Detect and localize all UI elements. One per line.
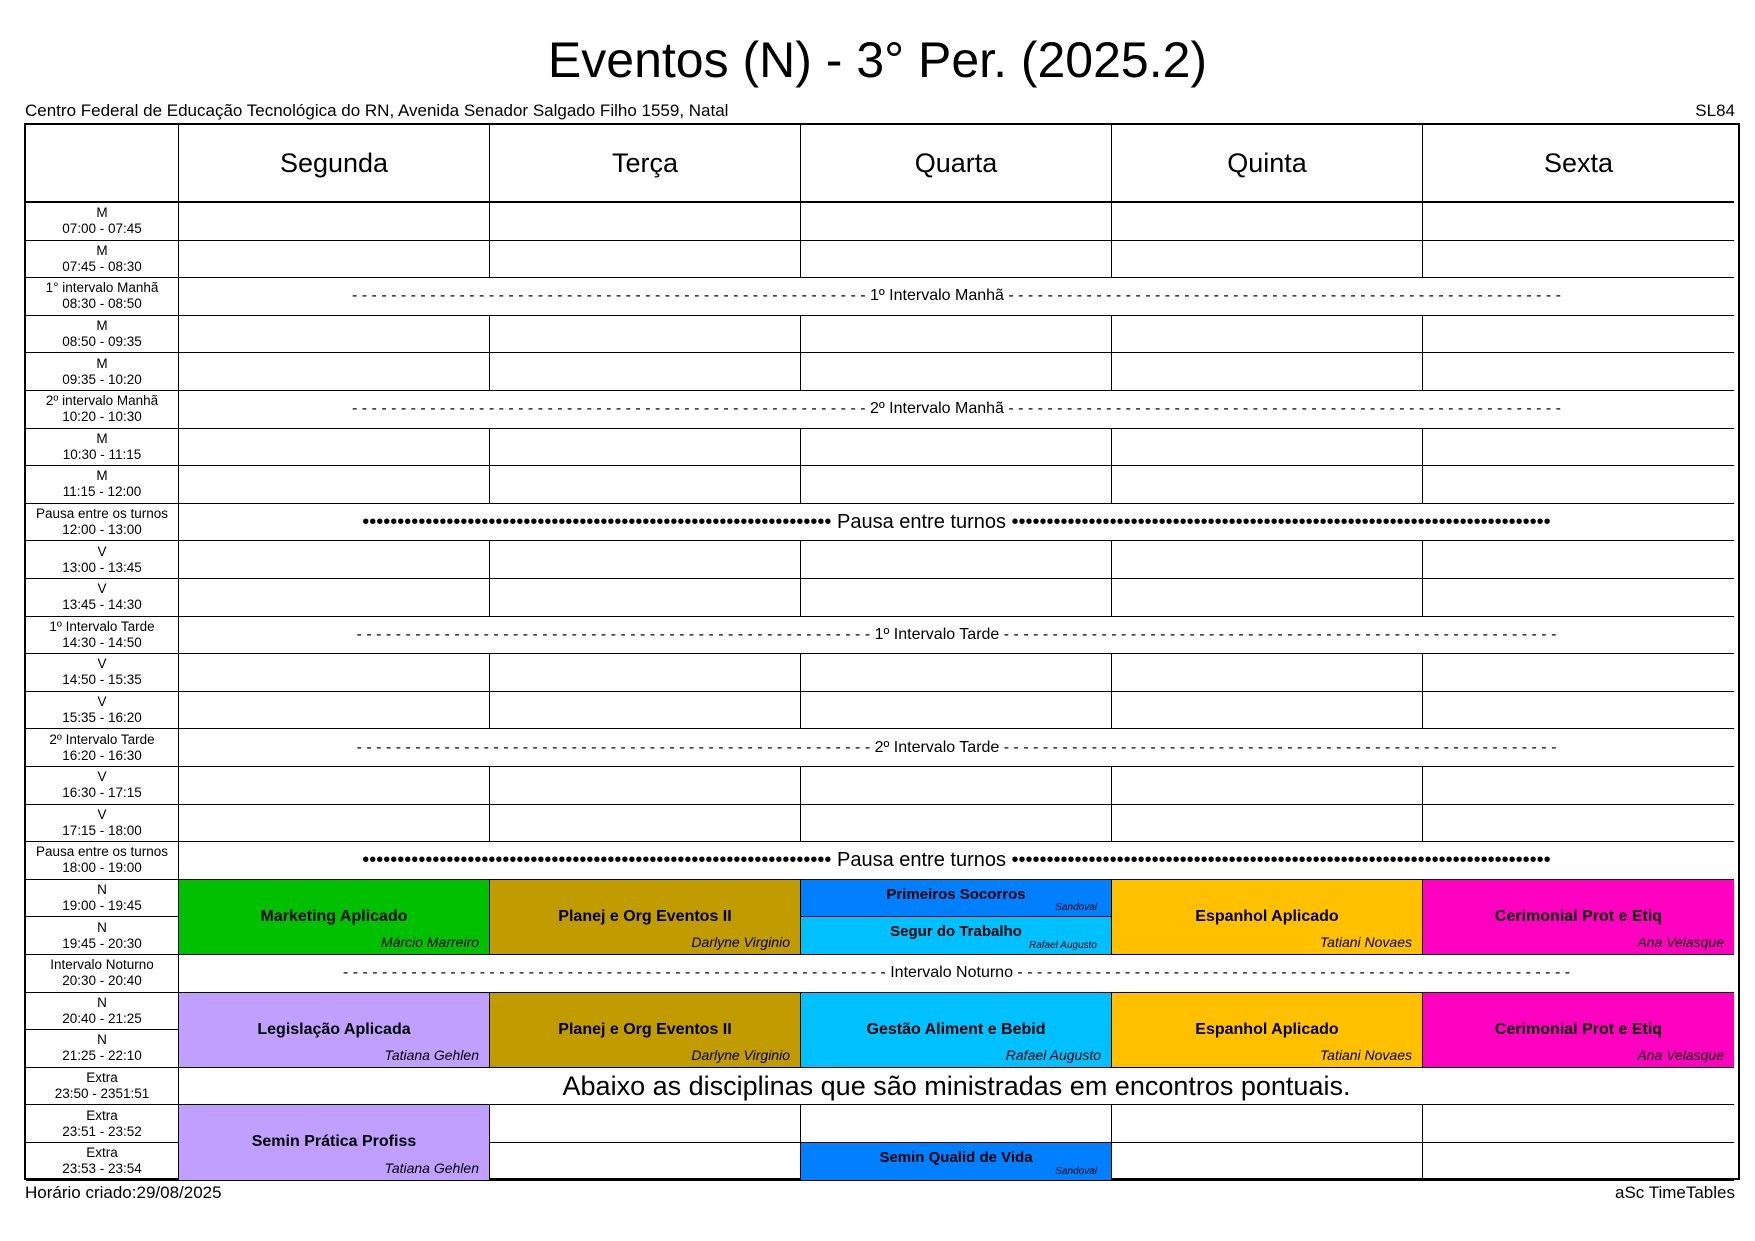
empty-cell: [801, 429, 1112, 467]
school-address: Centro Federal de Educação Tecnológica do RN, Avenida Senador Salgado Filho 1559, Natal: [25, 101, 729, 120]
empty-cell: [1423, 654, 1734, 692]
time-slot-label: M: [96, 355, 108, 371]
empty-cell: [801, 316, 1112, 354]
lesson-subject: Legislação Aplicada: [257, 1020, 411, 1038]
time-slot-range: 08:30 - 08:50: [62, 296, 142, 312]
empty-cell: [1423, 316, 1734, 354]
time-slot-label: 1º Intervalo Tarde: [49, 618, 155, 634]
lesson-cell: [1423, 993, 1734, 1068]
time-slot-range: 23:51 - 23:52: [62, 1123, 142, 1139]
empty-cell: [490, 429, 801, 467]
time-slot-label: M: [96, 205, 108, 221]
time-slot-range: 20:40 - 21:25: [62, 1010, 142, 1026]
empty-cell: [179, 466, 490, 504]
break-band: [179, 617, 1734, 655]
empty-cell: [490, 579, 801, 617]
lesson-subject: Gestão Aliment e Bebid: [866, 1020, 1046, 1038]
lesson-cell: [801, 917, 1112, 955]
empty-cell: [801, 203, 1112, 241]
lesson-cell: [179, 1105, 490, 1180]
empty-cell: [490, 466, 801, 504]
lesson-teacher: Tatiana Gehlen: [384, 1046, 479, 1063]
time-slot-range: 10:20 - 10:30: [62, 409, 142, 425]
empty-cell: [1112, 316, 1423, 354]
day-header-label: Terça: [611, 147, 679, 178]
empty-cell: [1112, 692, 1423, 730]
lesson-teacher: Tatiana Gehlen: [384, 1159, 479, 1176]
empty-cell: [490, 203, 801, 241]
lesson-teacher: Sandoval: [1055, 1165, 1097, 1177]
empty-cell: [1112, 1105, 1423, 1143]
empty-cell: [1423, 429, 1734, 467]
empty-cell: [179, 767, 490, 805]
empty-cell: [801, 353, 1112, 391]
time-slot-label: M: [96, 318, 108, 334]
time-slot-range: 19:45 - 20:30: [62, 935, 142, 951]
empty-cell: [179, 241, 490, 279]
break-band: [179, 842, 1734, 880]
time-slot-range: 15:35 - 16:20: [62, 710, 142, 726]
empty-cell: [1423, 466, 1734, 504]
lesson-teacher: Darlyne Virginio: [691, 933, 790, 950]
time-slot-label: Pausa entre os turnos: [35, 844, 169, 860]
page-title: Eventos (N) - 3° Per. (2025.2): [547, 32, 1208, 88]
day-header-label: Segunda: [279, 147, 389, 178]
time-slot-label: Pausa entre os turnos: [35, 506, 169, 522]
break-band-text: - - - - - - - - - - - - - - - - - - - - - - - - - - - - - - - - - - - - - - - - - - - - - - - - - - - - - 1º Intervalo Manhã - - - - - - - - - - - - - - - - - - - - - - - - - - - - - - - - - - - - - - - - - - - - - - - - - - - - - - - - -: [352, 287, 1561, 305]
empty-cell: [801, 692, 1112, 730]
lesson-subject: Planej e Org Eventos II: [558, 1020, 732, 1038]
time-slot-range: 14:30 - 14:50: [62, 634, 142, 650]
break-band-text: - - - - - - - - - - - - - - - - - - - - - - - - - - - - - - - - - - - - - - - - - - - - - - - - - - - - - 2º Intervalo Manhã - - - - - - - - - - - - - - - - - - - - - - - - - - - - - - - - - - - - - - - - - - - - - - - - - - - - - - - - -: [352, 400, 1561, 418]
time-slot-range: 11:15 - 12:00: [62, 484, 142, 500]
time-slot-range: 19:00 - 19:45: [62, 898, 142, 914]
empty-cell: [490, 767, 801, 805]
empty-cell: [1112, 241, 1423, 279]
software-credit: aSc TimeTables: [1615, 1183, 1735, 1202]
time-slot-label: 1° intervalo Manhã: [45, 280, 159, 296]
time-slot: [26, 654, 179, 692]
lesson-teacher: Sandoval: [1055, 902, 1097, 914]
time-slot: [26, 729, 179, 767]
break-band-text: - - - - - - - - - - - - - - - - - - - - - - - - - - - - - - - - - - - - - - - - - - - - - - - - - - - - - 1º Intervalo Tarde - - - - - - - - - - - - - - - - - - - - - - - - - - - - - - - - - - - - - - - - - - - - - - - - - - - - - - - - -: [356, 625, 1557, 643]
break-band: [179, 278, 1734, 316]
empty-cell: [801, 541, 1112, 579]
time-slot-label: 2º Intervalo Tarde: [49, 731, 155, 747]
time-slot: [26, 278, 179, 316]
day-header: [1423, 125, 1734, 203]
lesson-subject: Cerimonial Prot e Etiq: [1494, 907, 1663, 925]
time-slot: [26, 391, 179, 429]
time-slot: [26, 203, 179, 241]
lesson-teacher: Rafael Augusto: [1005, 1046, 1101, 1063]
empty-cell: [179, 429, 490, 467]
empty-cell: [179, 692, 490, 730]
empty-cell: [1423, 1105, 1734, 1143]
empty-cell: [490, 541, 801, 579]
lesson-subject: Marketing Aplicado: [260, 907, 408, 925]
time-slot-range: 23:50 - 2351:51: [54, 1086, 150, 1102]
empty-cell: [179, 654, 490, 692]
time-slot: [26, 316, 179, 354]
lesson-teacher: Ana Velasque: [1637, 933, 1724, 950]
time-slot: [26, 429, 179, 467]
time-slot: [26, 1068, 179, 1106]
time-slot-label: N: [97, 994, 107, 1010]
time-slot-label: M: [96, 430, 108, 446]
lesson-subject: Segur do Trabalho: [890, 923, 1022, 941]
time-slot-label: M: [96, 468, 108, 484]
break-band: [179, 1068, 1734, 1106]
time-slot-range: 07:45 - 08:30: [62, 258, 142, 274]
empty-cell: [801, 1105, 1112, 1143]
time-slot: [26, 993, 179, 1031]
lesson-subject: Cerimonial Prot e Etiq: [1494, 1020, 1663, 1038]
break-band-text: - - - - - - - - - - - - - - - - - - - - - - - - - - - - - - - - - - - - - - - - - - - - - - - - - - - - - - - - Intervalo Noturno - - - - - - - - - - - - - - - - - - - - - - - - - - - - - - - - - - - - - - - - - - - - - - - - - - - - - - - - -: [342, 964, 1571, 982]
empty-cell: [1112, 654, 1423, 692]
empty-cell: [1423, 1143, 1734, 1181]
header-corner: [26, 125, 179, 203]
time-slot: [26, 842, 179, 880]
time-slot-label: N: [97, 882, 107, 898]
time-slot-label: V: [97, 656, 107, 672]
lesson-subject: Primeiros Socorros: [886, 885, 1026, 903]
empty-cell: [801, 767, 1112, 805]
empty-cell: [179, 316, 490, 354]
empty-cell: [179, 541, 490, 579]
time-slot: [26, 767, 179, 805]
empty-cell: [1112, 203, 1423, 241]
lesson-cell: [1112, 880, 1423, 955]
break-band: [179, 729, 1734, 767]
empty-cell: [179, 805, 490, 843]
empty-cell: [1423, 203, 1734, 241]
day-header: [490, 125, 801, 203]
room-code: SL84: [1695, 101, 1735, 120]
time-slot: [26, 541, 179, 579]
empty-cell: [1112, 466, 1423, 504]
timetable-grid: [24, 123, 1740, 1180]
empty-cell: [490, 241, 801, 279]
empty-cell: [490, 316, 801, 354]
time-slot: [26, 880, 179, 918]
time-slot-label: V: [97, 806, 107, 822]
time-slot-label: V: [97, 581, 107, 597]
time-slot-label: Extra: [86, 1070, 118, 1086]
lesson-cell: [179, 993, 490, 1068]
lesson-cell: [490, 993, 801, 1068]
empty-cell: [1423, 541, 1734, 579]
time-slot: [26, 579, 179, 617]
time-slot-label: 2º intervalo Manhã: [45, 393, 159, 409]
time-slot-label: Extra: [86, 1145, 118, 1161]
lesson-teacher: Márcio Marreiro: [380, 933, 479, 950]
lesson-cell: [801, 993, 1112, 1068]
break-band-text: Abaixo as disciplinas que são ministradas em encontros pontuais.: [562, 1070, 1351, 1101]
created-date: Horário criado:29/08/2025: [25, 1183, 222, 1202]
time-slot-range: 09:35 - 10:20: [62, 371, 142, 387]
empty-cell: [1112, 579, 1423, 617]
time-slot-range: 16:30 - 17:15: [62, 785, 142, 801]
empty-cell: [1423, 353, 1734, 391]
empty-cell: [179, 203, 490, 241]
lesson-subject: Espanhol Aplicado: [1195, 907, 1339, 925]
time-slot-label: Extra: [86, 1107, 118, 1123]
break-band: [179, 504, 1734, 542]
lesson-cell: [801, 1143, 1112, 1181]
day-header: [1112, 125, 1423, 203]
empty-cell: [1112, 767, 1423, 805]
empty-cell: [490, 654, 801, 692]
lesson-cell: [1423, 880, 1734, 955]
time-slot-range: 10:30 - 11:15: [62, 446, 142, 462]
lesson-cell: [801, 880, 1112, 918]
lesson-teacher: Tatiani Novaes: [1319, 933, 1412, 950]
time-slot: [26, 617, 179, 655]
lesson-cell: [490, 880, 801, 955]
break-band: [179, 391, 1734, 429]
time-slot-range: 16:20 - 16:30: [62, 747, 142, 763]
time-slot-label: N: [97, 919, 107, 935]
time-slot: [26, 466, 179, 504]
lesson-teacher: Rafael Augusto: [1028, 939, 1097, 951]
lesson-subject: Planej e Org Eventos II: [558, 907, 732, 925]
time-slot: [26, 241, 179, 279]
time-slot: [26, 917, 179, 955]
time-slot-range: 21:25 - 22:10: [62, 1048, 142, 1064]
lesson-teacher: Darlyne Virginio: [691, 1046, 790, 1063]
time-slot-range: 20:30 - 20:40: [62, 973, 142, 989]
empty-cell: [1423, 579, 1734, 617]
lesson-subject: Semin Prática Profiss: [251, 1133, 417, 1151]
empty-cell: [490, 805, 801, 843]
empty-cell: [1423, 241, 1734, 279]
time-slot-range: 08:50 - 09:35: [62, 334, 142, 350]
empty-cell: [801, 466, 1112, 504]
day-header: [179, 125, 490, 203]
break-band-text: ••••••••••••••••••••••••••••••••••••••••••••••••••••••••••••••••••• Pausa entre turnos •••••••••••••••••••••••••••••••••••••••••••••••••••••••••••••••••••••••••••••: [362, 848, 1551, 871]
time-slot-label: V: [97, 543, 107, 559]
empty-cell: [1423, 805, 1734, 843]
time-slot: [26, 504, 179, 542]
time-slot-label: N: [97, 1032, 107, 1048]
empty-cell: [1112, 541, 1423, 579]
empty-cell: [179, 353, 490, 391]
lesson-teacher: Tatiani Novaes: [1319, 1046, 1412, 1063]
empty-cell: [490, 353, 801, 391]
day-header-label: Quarta: [914, 147, 998, 178]
empty-cell: [801, 241, 1112, 279]
time-slot-label: Intervalo Noturno: [50, 957, 154, 973]
time-slot-range: 17:15 - 18:00: [62, 822, 142, 838]
empty-cell: [1112, 353, 1423, 391]
empty-cell: [490, 692, 801, 730]
lesson-subject: Espanhol Aplicado: [1195, 1020, 1339, 1038]
lesson-teacher: Ana Velasque: [1637, 1046, 1724, 1063]
time-slot-range: 13:00 - 13:45: [62, 559, 142, 575]
time-slot: [26, 955, 179, 993]
time-slot-range: 12:00 - 13:00: [62, 522, 142, 538]
time-slot: [26, 1105, 179, 1143]
empty-cell: [179, 579, 490, 617]
time-slot: [26, 805, 179, 843]
time-slot-label: M: [96, 242, 108, 258]
time-slot-range: 18:00 - 19:00: [62, 860, 142, 876]
time-slot-range: 14:50 - 15:35: [62, 672, 142, 688]
day-header-label: Sexta: [1543, 147, 1614, 178]
break-band-text: ••••••••••••••••••••••••••••••••••••••••••••••••••••••••••••••••••• Pausa entre turnos •••••••••••••••••••••••••••••••••••••••••••••••••••••••••••••••••••••••••••••: [362, 510, 1551, 533]
time-slot: [26, 353, 179, 391]
time-slot-range: 07:00 - 07:45: [62, 221, 142, 237]
lesson-subject: Semin Qualid de Vida: [879, 1149, 1033, 1166]
empty-cell: [801, 579, 1112, 617]
time-slot: [26, 692, 179, 730]
break-band-text: - - - - - - - - - - - - - - - - - - - - - - - - - - - - - - - - - - - - - - - - - - - - - - - - - - - - - 2º Intervalo Tarde - - - - - - - - - - - - - - - - - - - - - - - - - - - - - - - - - - - - - - - - - - - - - - - - - - - - - - - - -: [356, 738, 1557, 756]
empty-cell: [1112, 429, 1423, 467]
time-slot-label: V: [97, 694, 107, 710]
time-slot-range: 13:45 - 14:30: [62, 597, 142, 613]
time-slot-range: 23:53 - 23:54: [62, 1161, 142, 1177]
empty-cell: [1112, 1143, 1423, 1181]
empty-cell: [1423, 767, 1734, 805]
empty-cell: [1112, 805, 1423, 843]
empty-cell: [490, 1105, 801, 1143]
empty-cell: [801, 654, 1112, 692]
lesson-cell: [179, 880, 490, 955]
empty-cell: [1423, 692, 1734, 730]
time-slot-label: V: [97, 769, 107, 785]
lesson-cell: [1112, 993, 1423, 1068]
empty-cell: [801, 805, 1112, 843]
day-header: [801, 125, 1112, 203]
time-slot: [26, 1143, 179, 1181]
day-header-label: Quinta: [1227, 147, 1307, 178]
empty-cell: [490, 1143, 801, 1181]
time-slot: [26, 1030, 179, 1068]
break-band: [179, 955, 1734, 993]
